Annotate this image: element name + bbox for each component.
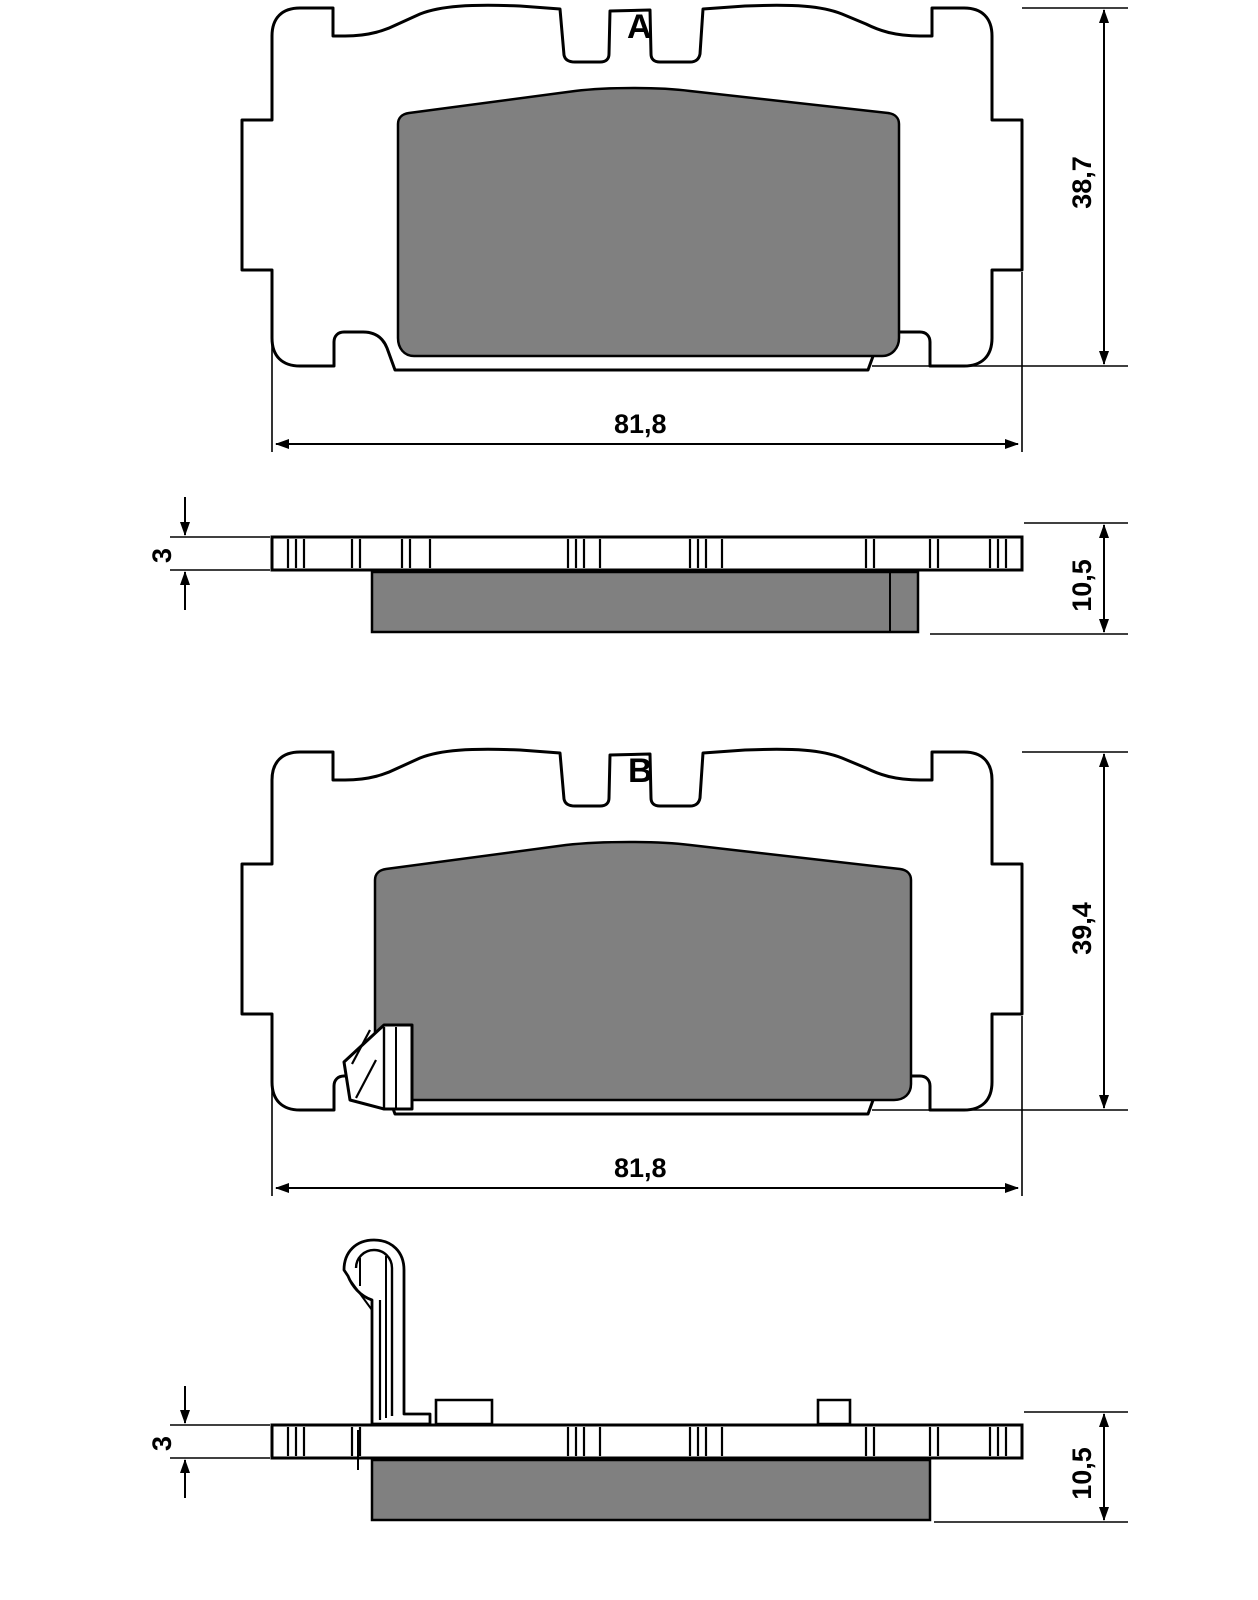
pad-b-side-backplate — [272, 1425, 1022, 1458]
view-pad-a-front — [242, 5, 1022, 370]
dimension-label-a-backplate-thickness: 3 — [147, 547, 178, 564]
dimension-b-backplate-thickness — [170, 1386, 270, 1498]
dimension-a-backplate-thickness — [170, 497, 270, 610]
dimension-label-b-total-thickness: 10,5 — [1066, 1447, 1097, 1500]
pad-b-side-boss-right — [818, 1400, 850, 1424]
view-pad-a-side — [272, 537, 1022, 632]
view-pad-b-side — [272, 1240, 1022, 1520]
dimension-label-a-width: 81,8 — [614, 409, 667, 439]
dimension-label-a-height: 38,7 — [1066, 156, 1097, 209]
pad-a-side-backplate — [272, 537, 1022, 570]
pad-a-side-friction — [372, 572, 918, 632]
pad-b-side-friction — [372, 1460, 930, 1520]
dimension-label-a-total-thickness: 10,5 — [1066, 559, 1097, 612]
dimension-label-b-width: 81,8 — [614, 1153, 667, 1183]
dimension-label-b-backplate-thickness: 3 — [147, 1435, 178, 1452]
pad-b-friction-material — [375, 842, 911, 1100]
pad-a-friction-material — [398, 88, 899, 356]
pad-b-side-boss-left — [436, 1400, 492, 1424]
part-label-b: B — [628, 752, 653, 790]
part-label-a: A — [627, 8, 652, 46]
dimension-label-b-height: 39,4 — [1066, 902, 1097, 955]
view-pad-b-front — [242, 749, 1022, 1114]
